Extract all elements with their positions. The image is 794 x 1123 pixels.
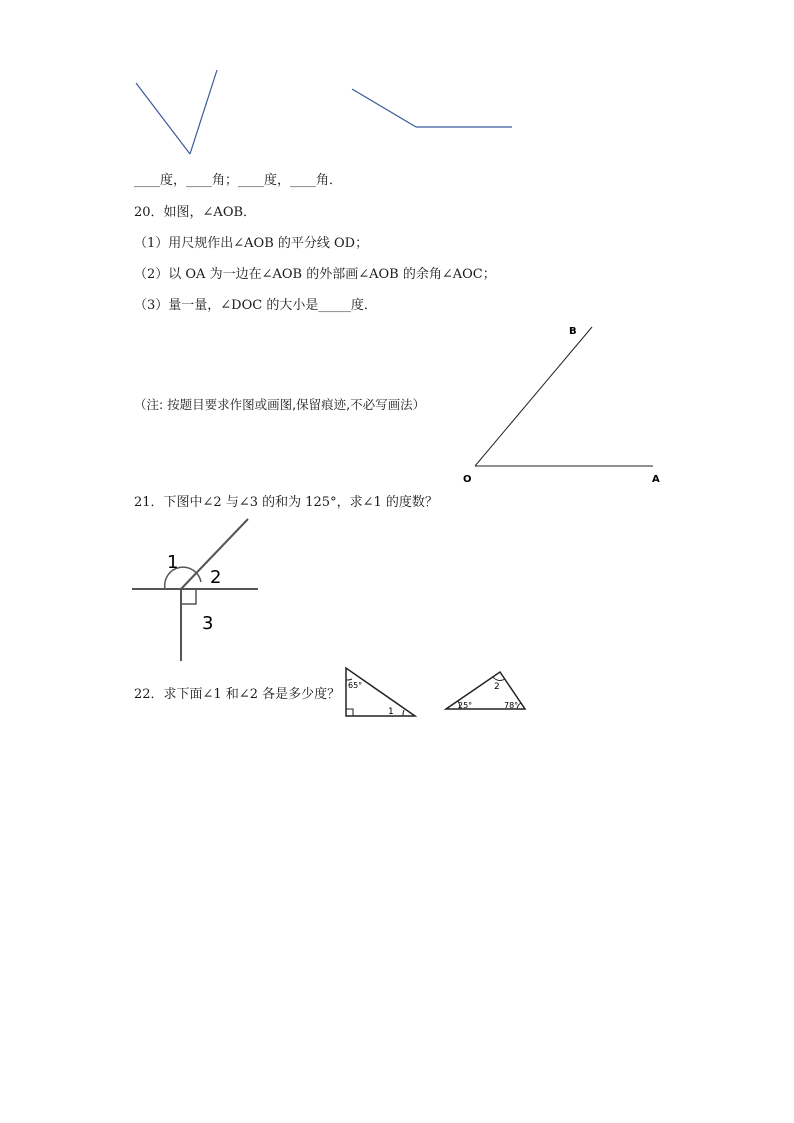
right-angle-mark bbox=[346, 709, 353, 716]
angle-arc-1 bbox=[403, 710, 404, 716]
q22-triangle-2 bbox=[440, 668, 530, 714]
label-a: A bbox=[652, 474, 660, 485]
q21-figure bbox=[130, 515, 265, 665]
q20-step1: （1）用尺规作出∠AOB 的平分线 OD； bbox=[134, 236, 369, 251]
q20-step2: （2）以 OA 为一边在∠AOB 的外部画∠AOB 的余角∠AOC； bbox=[134, 267, 496, 282]
angle-arc-65 bbox=[346, 679, 352, 680]
q21-label-1: 1 bbox=[167, 552, 179, 573]
q22-triangle-1 bbox=[340, 664, 420, 722]
q20-angle-aob-figure bbox=[455, 318, 675, 490]
right-angle-mark bbox=[181, 589, 196, 604]
tri2-angle-right: 78° bbox=[504, 701, 519, 710]
tri2-angle-2: 2 bbox=[494, 682, 500, 692]
q21-title: 21．下图中∠2 与∠3 的和为 125°，求∠1 的度数？ bbox=[134, 495, 438, 510]
q19-obtuse-angle bbox=[352, 89, 512, 127]
q20-title: 20．如图，∠AOB． bbox=[134, 205, 257, 220]
q19-angle-figures bbox=[120, 60, 540, 170]
tri2-angle-left: 25° bbox=[458, 701, 473, 710]
q21-label-3: 3 bbox=[202, 613, 214, 634]
q20-note: （注: 按题目要求作图或画图,保留痕迹,不必写画法） bbox=[134, 397, 426, 412]
q19-answer-line: ____度，____角；____度，____角． bbox=[134, 173, 343, 188]
q21-label-2: 2 bbox=[210, 567, 222, 588]
q20-step3: （3）量一量，∠DOC 的大小是_____度． bbox=[134, 298, 377, 313]
q22-title: 22．求下面∠1 和∠2 各是多少度？ bbox=[134, 687, 341, 702]
tri1-angle-label: 65° bbox=[348, 681, 363, 690]
label-o: O bbox=[463, 474, 472, 485]
tri1-angle-1: 1 bbox=[388, 707, 394, 717]
q19-acute-angle bbox=[136, 70, 217, 154]
label-b: B bbox=[569, 326, 577, 337]
ray-ob bbox=[475, 327, 592, 466]
